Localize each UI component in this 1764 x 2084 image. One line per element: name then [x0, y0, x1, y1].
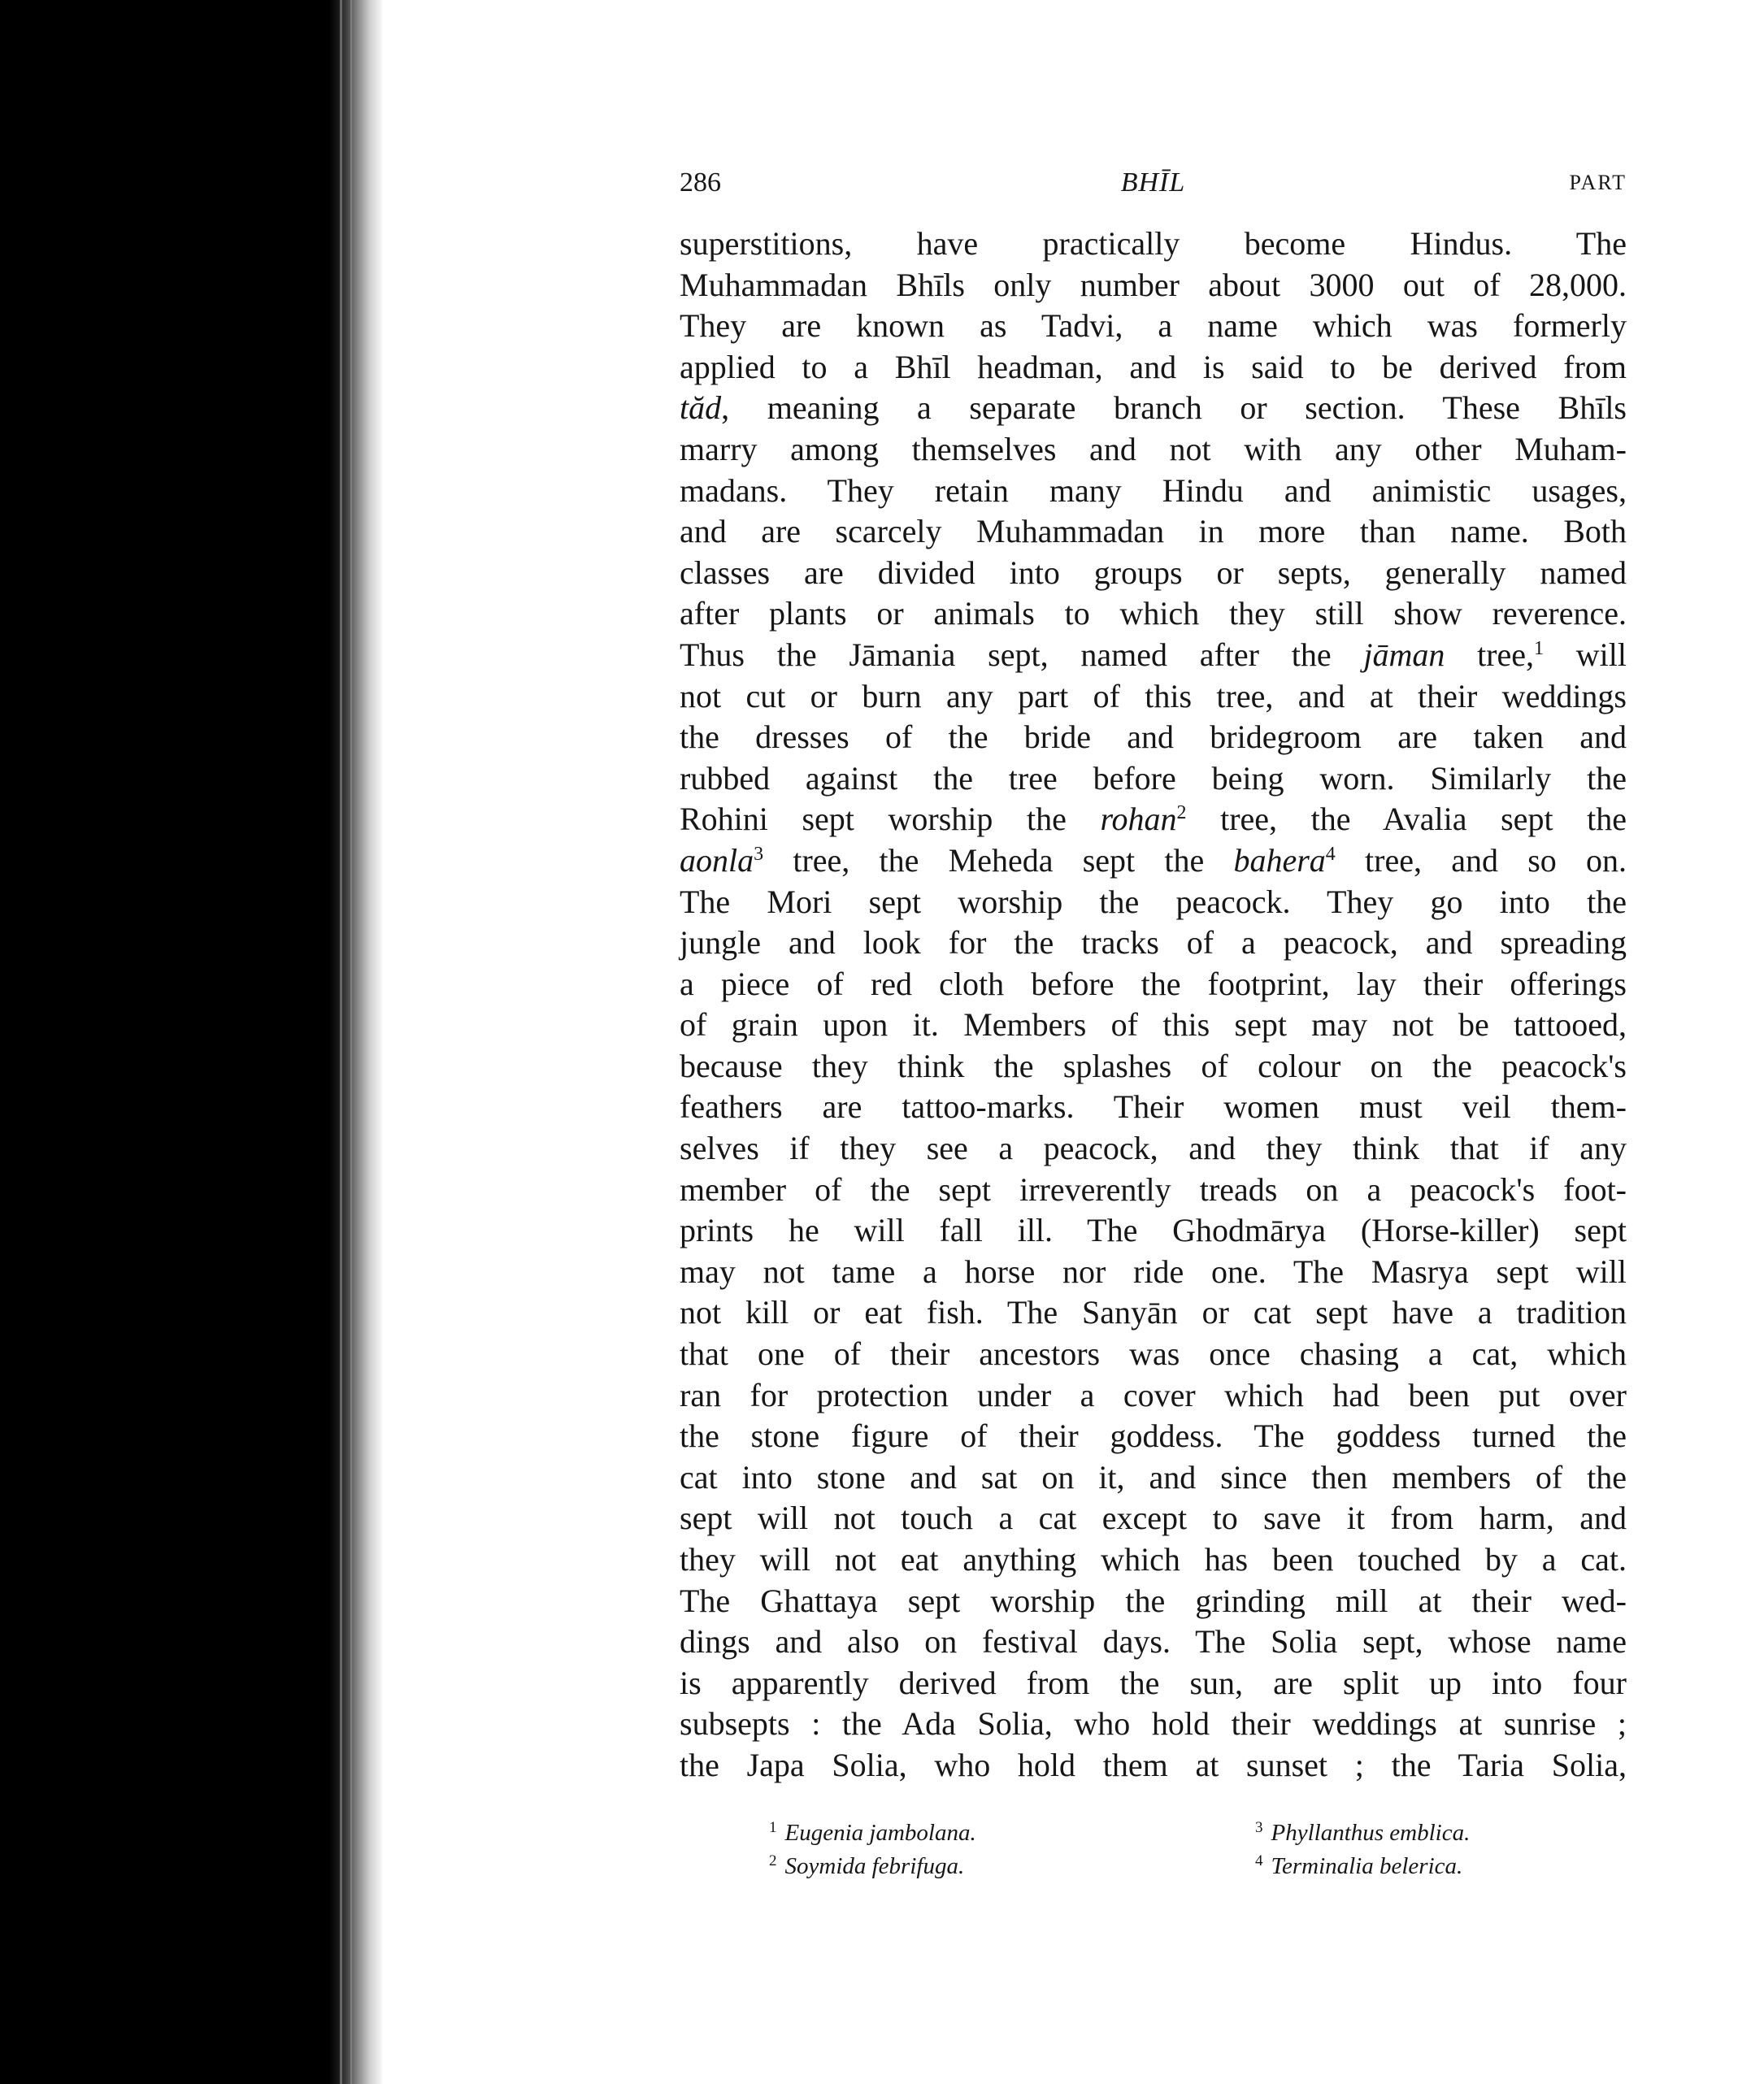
footnote-marker: 3 [754, 843, 764, 865]
text-line: is apparently derived from the sun, are split up into four [680, 1664, 1627, 1701]
text-line: member of the sept irreverently treads on a peacock's foot- [680, 1170, 1627, 1208]
text-line: feathers are tattoo-marks. Their women must veil them- [680, 1088, 1627, 1126]
text-line: They are known as Tadvi, a name which was formerly [680, 307, 1627, 345]
italic-term: aonla [680, 841, 754, 879]
body-text [680, 224, 1627, 1787]
text-line: superstitions, have practically become Hindus. The [680, 225, 1627, 262]
footnote-marker: 1 [1534, 637, 1545, 659]
part-label: PART [1569, 171, 1627, 194]
page-header [680, 164, 1627, 202]
text-line: The Mori sept worship the peacock. They go into the [680, 883, 1627, 920]
text-line: classes are divided into groups or septs, generally named [680, 554, 1627, 591]
text-line: rubbed against the tree before being worn. Similarly the [680, 759, 1627, 797]
footnote-4: $^4$ Terminalia belerica. [1255, 1852, 1463, 1879]
text-line: Muhammadan Bhīls only number about 3000 out of 28,000. [680, 266, 1627, 303]
text-line: because they think the splashes of colour on the peacock's [680, 1047, 1627, 1084]
text-line: subsepts : the Ada Solia, who hold their weddings at sunrise ; [680, 1705, 1627, 1743]
text-line: that one of their ancestors was once chasing a cat, which [680, 1335, 1627, 1373]
text-line: selves if they see a peacock, and they think that if any [680, 1130, 1627, 1167]
text-line: sept will not touch a cat except to save it from harm, and [680, 1500, 1627, 1537]
italic-term: tăd [680, 389, 722, 427]
text-line: Thus the Jāmania sept, named after the jāman tree,$^1$ will [680, 636, 1627, 673]
text-line: dings and also on festival days. The Solia sept, whose name [680, 1623, 1627, 1661]
text-line: the Japa Solia, who hold them at sunset ; the Taria Solia, [680, 1746, 1627, 1783]
scan-streak [350, 0, 352, 2084]
text-line: Rohini sept worship the rohan$^2$ tree, the Avalia sept the [680, 801, 1627, 838]
text-line: they will not eat anything which has been touched by a cat. [680, 1541, 1627, 1578]
text-line: The Ghattaya sept worship the grinding mill at their wed- [680, 1582, 1627, 1619]
text-line: a piece of red cloth before the footprint, lay their offerings [680, 965, 1627, 1002]
text-line: the stone figure of their goddess. The goddess turned the [680, 1418, 1627, 1455]
text-line: prints he will fall ill. The Ghodmārya (Horse-killer) sept [680, 1212, 1627, 1249]
italic-term: bahera [1233, 841, 1326, 879]
footnote-marker: 4 [1325, 843, 1336, 865]
text-line: not kill or eat fish. The Sanyān or cat sept have a tradition [680, 1294, 1627, 1331]
italic-term: rohan [1100, 801, 1177, 838]
scan-edge-shadow [0, 0, 382, 2084]
scan-streak [340, 0, 342, 2084]
text-line: madans. They retain many Hindu and animistic usages, [680, 471, 1627, 509]
text-line: and are scarcely Muhammadan in more than name. Both [680, 513, 1627, 550]
text-line: aonla$^3$ tree, the Meheda sept the bahera$^4$ tree, and so on. [680, 841, 1627, 879]
text-line: after plants or animals to which they still show reverence. [680, 595, 1627, 632]
running-title: BHĪL [1120, 167, 1186, 198]
scan-streak [361, 0, 363, 2084]
text-line: applied to a Bhīl headman, and is said to be derived from [680, 348, 1627, 385]
text-line: may not tame a horse nor ride one. The Masrya sept will [680, 1253, 1627, 1290]
text-line: cat into stone and sat on it, and since then members of the [680, 1458, 1627, 1496]
footnote-marker: 2 [1176, 802, 1187, 824]
text-line: of grain upon it. Members of this sept may not be tattooed, [680, 1006, 1627, 1044]
page-number: 286 [680, 167, 721, 198]
text-line: marry among themselves and not with any other Muham- [680, 430, 1627, 467]
text-line: tăd, meaning a separate branch or section. These Bhīls [680, 389, 1627, 427]
text-line: the dresses of the bride and bridegroom are taken and [680, 719, 1627, 756]
text-line: ran for protection under a cover which had been put over [680, 1376, 1627, 1413]
footnote-2: $^2$ Soymida febrifuga. [769, 1852, 965, 1879]
footnote-3: $^3$ Phyllanthus emblica. [1255, 1819, 1471, 1846]
text-line: jungle and look for the tracks of a peacock, and spreading [680, 924, 1627, 962]
text-line: not cut or burn any part of this tree, and at their weddings [680, 677, 1627, 714]
italic-term: jāman [1363, 636, 1445, 673]
footnote-1: $^1$ Eugenia jambolana. [769, 1819, 976, 1846]
